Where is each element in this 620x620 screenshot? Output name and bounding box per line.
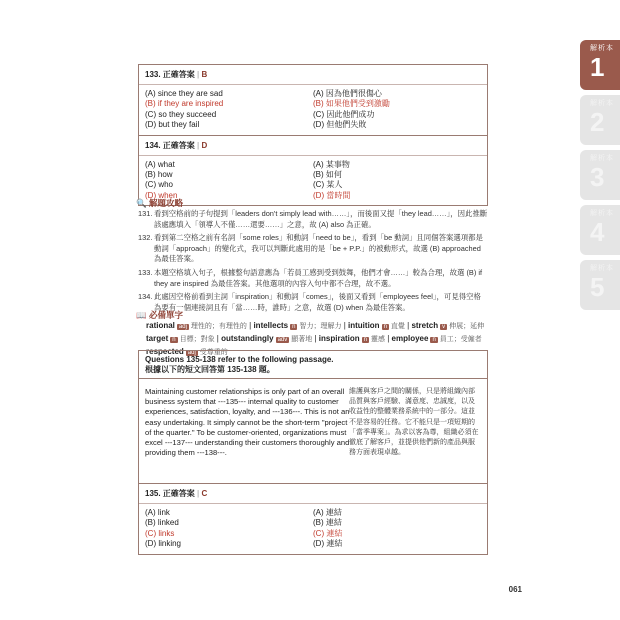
strategy-text: 看到空格前的子句提到「leaders don't simply lead with……」，而後面又提「they lead……」，因此推斷該處應填入「領導人不僅……還要……」之意，故 (A) also 為正確。 xyxy=(154,209,488,229)
option-c-zh-correct: (C) 連結 xyxy=(313,528,343,538)
strategy-item xyxy=(138,233,488,265)
vocab-item: employee n 員工；受僱者 xyxy=(391,334,482,343)
vocab-item: intuition n 直覺 xyxy=(348,321,405,330)
vocab-title-text: 必備單字 xyxy=(148,310,183,320)
chapter-tab-3[interactable] xyxy=(580,150,620,200)
strategy-number: 134. xyxy=(138,292,153,302)
option-c-correct: (C) links xyxy=(145,528,175,538)
options-en xyxy=(145,89,313,131)
strategy-title-text: 解題攻略 xyxy=(148,198,183,208)
strategy-number: 132. xyxy=(138,233,153,243)
option-c: (C) so they succeed xyxy=(145,109,217,119)
vocab-item: stretch v 伸展；延伸 xyxy=(411,321,485,330)
option-a-zh: (A) 連結 xyxy=(313,508,342,517)
tab-number: 4 xyxy=(590,217,605,247)
tab-label: 解析本 xyxy=(590,100,614,107)
chapter-tab-4[interactable] xyxy=(580,205,620,255)
passage-english: Maintaining customer relationships is only part of an overall business system that ---135--- internal quality to customer experiences, satisfaction, loyalty, and ---136---. This is not an easy undertaking. It simply cannot be the short-term "project of the quarter." To be customer-oriented, organizations must excel ---137--- understanding their customers thoroughly and providing them ---138---. xyxy=(145,387,350,458)
options-en xyxy=(145,508,313,550)
strategy-text: 此處因空格前看到主詞「inspiration」和動詞「comes」，後面又看到「employees feel」，可見得空格為要有一個連接詞且有「當……時，誰時」之意，故選 (D) when 為最佳答案。 xyxy=(154,292,481,312)
questions-header-en: Questions 135-138 refer to the following passage. xyxy=(145,355,334,364)
page-number: 061 xyxy=(508,585,522,594)
option-b: (B) how xyxy=(145,170,173,180)
tab-number: 3 xyxy=(590,162,605,192)
option-a: (A) what xyxy=(145,159,175,169)
option-d-zh: (D) 連結 xyxy=(313,539,343,549)
chapter-tab-2[interactable] xyxy=(580,95,620,145)
chapter-tab-5[interactable] xyxy=(580,260,620,310)
questions-header-zh: 根據以下的短文回答第 135-138 題。 xyxy=(145,365,275,374)
option-b-zh: (B) 連結 xyxy=(313,518,342,528)
answer-header-135: 135. 正確答案 | C xyxy=(139,484,487,504)
option-c: (C) who xyxy=(145,180,174,190)
option-a-zh: (A) 因為他們很傷心 xyxy=(313,89,382,98)
options-zh xyxy=(313,160,481,202)
options-zh xyxy=(313,89,481,131)
option-b-correct: (B) if they are inspired xyxy=(145,99,224,109)
vocab-item: intellects n 智力；理解力 xyxy=(253,321,342,330)
option-a: (A) link xyxy=(145,508,170,517)
passage-box xyxy=(138,378,488,484)
strategy-item xyxy=(138,209,488,230)
correct-answer: D xyxy=(201,140,208,150)
strategy-item xyxy=(138,268,488,289)
questions-header xyxy=(138,350,488,378)
tab-label: 解析本 xyxy=(590,45,614,52)
option-a-zh: (A) 某事物 xyxy=(313,159,350,169)
tab-number: 1 xyxy=(590,52,605,82)
book-icon: 📖 xyxy=(136,310,147,320)
option-b-zh: (B) 如何 xyxy=(313,170,342,180)
option-d-zh-correct: (D) 當時間 xyxy=(313,190,351,200)
vocab-item: target n 目標；對象 xyxy=(146,334,215,343)
chapter-tabs xyxy=(580,40,620,315)
option-c-zh: (C) 因此他們成功 xyxy=(313,109,375,119)
question-number: 134. 正確答案 xyxy=(145,140,195,150)
option-d-correct: (D) when xyxy=(145,190,178,200)
answer-header-133: 133. 正確答案 | B xyxy=(139,65,487,85)
option-d-zh: (D) 但他們失敗 xyxy=(313,120,367,130)
options-135 xyxy=(139,504,487,554)
tab-label: 解析本 xyxy=(590,155,614,162)
passage-chinese: 維護與客戶之間的關係，只是將組織內部品質與客戶經驗、滿意度、忠誠度，以及收益性的整體業務系統中的一部分。這並不是容易的任務。它不能只是一項短期的「當季專案」。為求以客為尊，組織必須在徹底了解客戶，並提供他們新的產品與服務方面表現卓越。 xyxy=(349,388,479,457)
option-a: (A) since they are sad xyxy=(145,89,223,98)
question-number: 133. 正確答案 xyxy=(145,70,195,79)
option-b: (B) linked xyxy=(145,518,179,528)
vocab-item: inspiration n 靈感 xyxy=(318,334,386,343)
options-134 xyxy=(139,156,487,206)
strategy-number: 131. xyxy=(138,209,153,218)
strategy-text: 本題空格填入句子，根據整句語意應為「若員工感到受到鼓舞，他們才會……」較為合理，故選 (B) if they are inspired 為最佳答案。其他選項的內容入句中都不合理，故不選。 xyxy=(154,267,483,288)
options-133 xyxy=(139,85,487,135)
magnifier-icon: 🔍 xyxy=(136,198,147,208)
options-zh xyxy=(313,508,481,550)
tab-label: 解析本 xyxy=(590,210,614,217)
answer-box-135 xyxy=(138,483,488,555)
tab-number: 2 xyxy=(590,107,605,137)
correct-answer: C xyxy=(201,489,208,498)
vocab-item: respected adj 受尊重的 xyxy=(146,347,228,356)
strategy-number: 133. xyxy=(138,267,153,277)
strategy-notes xyxy=(138,209,488,316)
tab-label: 解析本 xyxy=(590,265,614,272)
vocab-item: rational adj 理性的；有理性的 xyxy=(146,321,247,330)
answer-header-134: 134. 正確答案 | D xyxy=(139,136,487,156)
strategy-text: 看到第二空格之前有名詞「some roles」和動詞「need to be」，看到「be 動詞」且同個答案選項都是動詞「approach」的變化式，我可以判斷此處用的是「be + P.P.」的被動形式，故選 (B) approached 為最佳答案。 xyxy=(154,233,483,264)
tab-number: 5 xyxy=(590,272,605,302)
option-d: (D) but they fail xyxy=(145,120,200,130)
chapter-tab-1[interactable] xyxy=(580,40,620,90)
option-c-zh: (C) 某人 xyxy=(313,180,343,190)
vocab-list: rational adj 理性的；有理性的 | intellects n 智力；理解力 | intuition n 直覺 | stretch v 伸展；延伸 target n 目標；對象 | outstandingly adv 顯著地 | inspiration n 靈感 | employee n 員工；受僱者 respected adj 受尊重的 xyxy=(146,321,485,356)
options-en xyxy=(145,160,313,202)
option-b-zh-correct: (B) 如果他們受到激勵 xyxy=(313,99,390,109)
vocab-item: outstandingly adv 顯著地 xyxy=(221,334,313,343)
option-d: (D) linking xyxy=(145,539,182,549)
strategy-item xyxy=(138,292,488,313)
answer-box-133-134 xyxy=(138,64,488,206)
correct-answer: B xyxy=(201,70,208,79)
strategy-title xyxy=(136,197,183,209)
question-number: 135. 正確答案 xyxy=(145,489,195,498)
